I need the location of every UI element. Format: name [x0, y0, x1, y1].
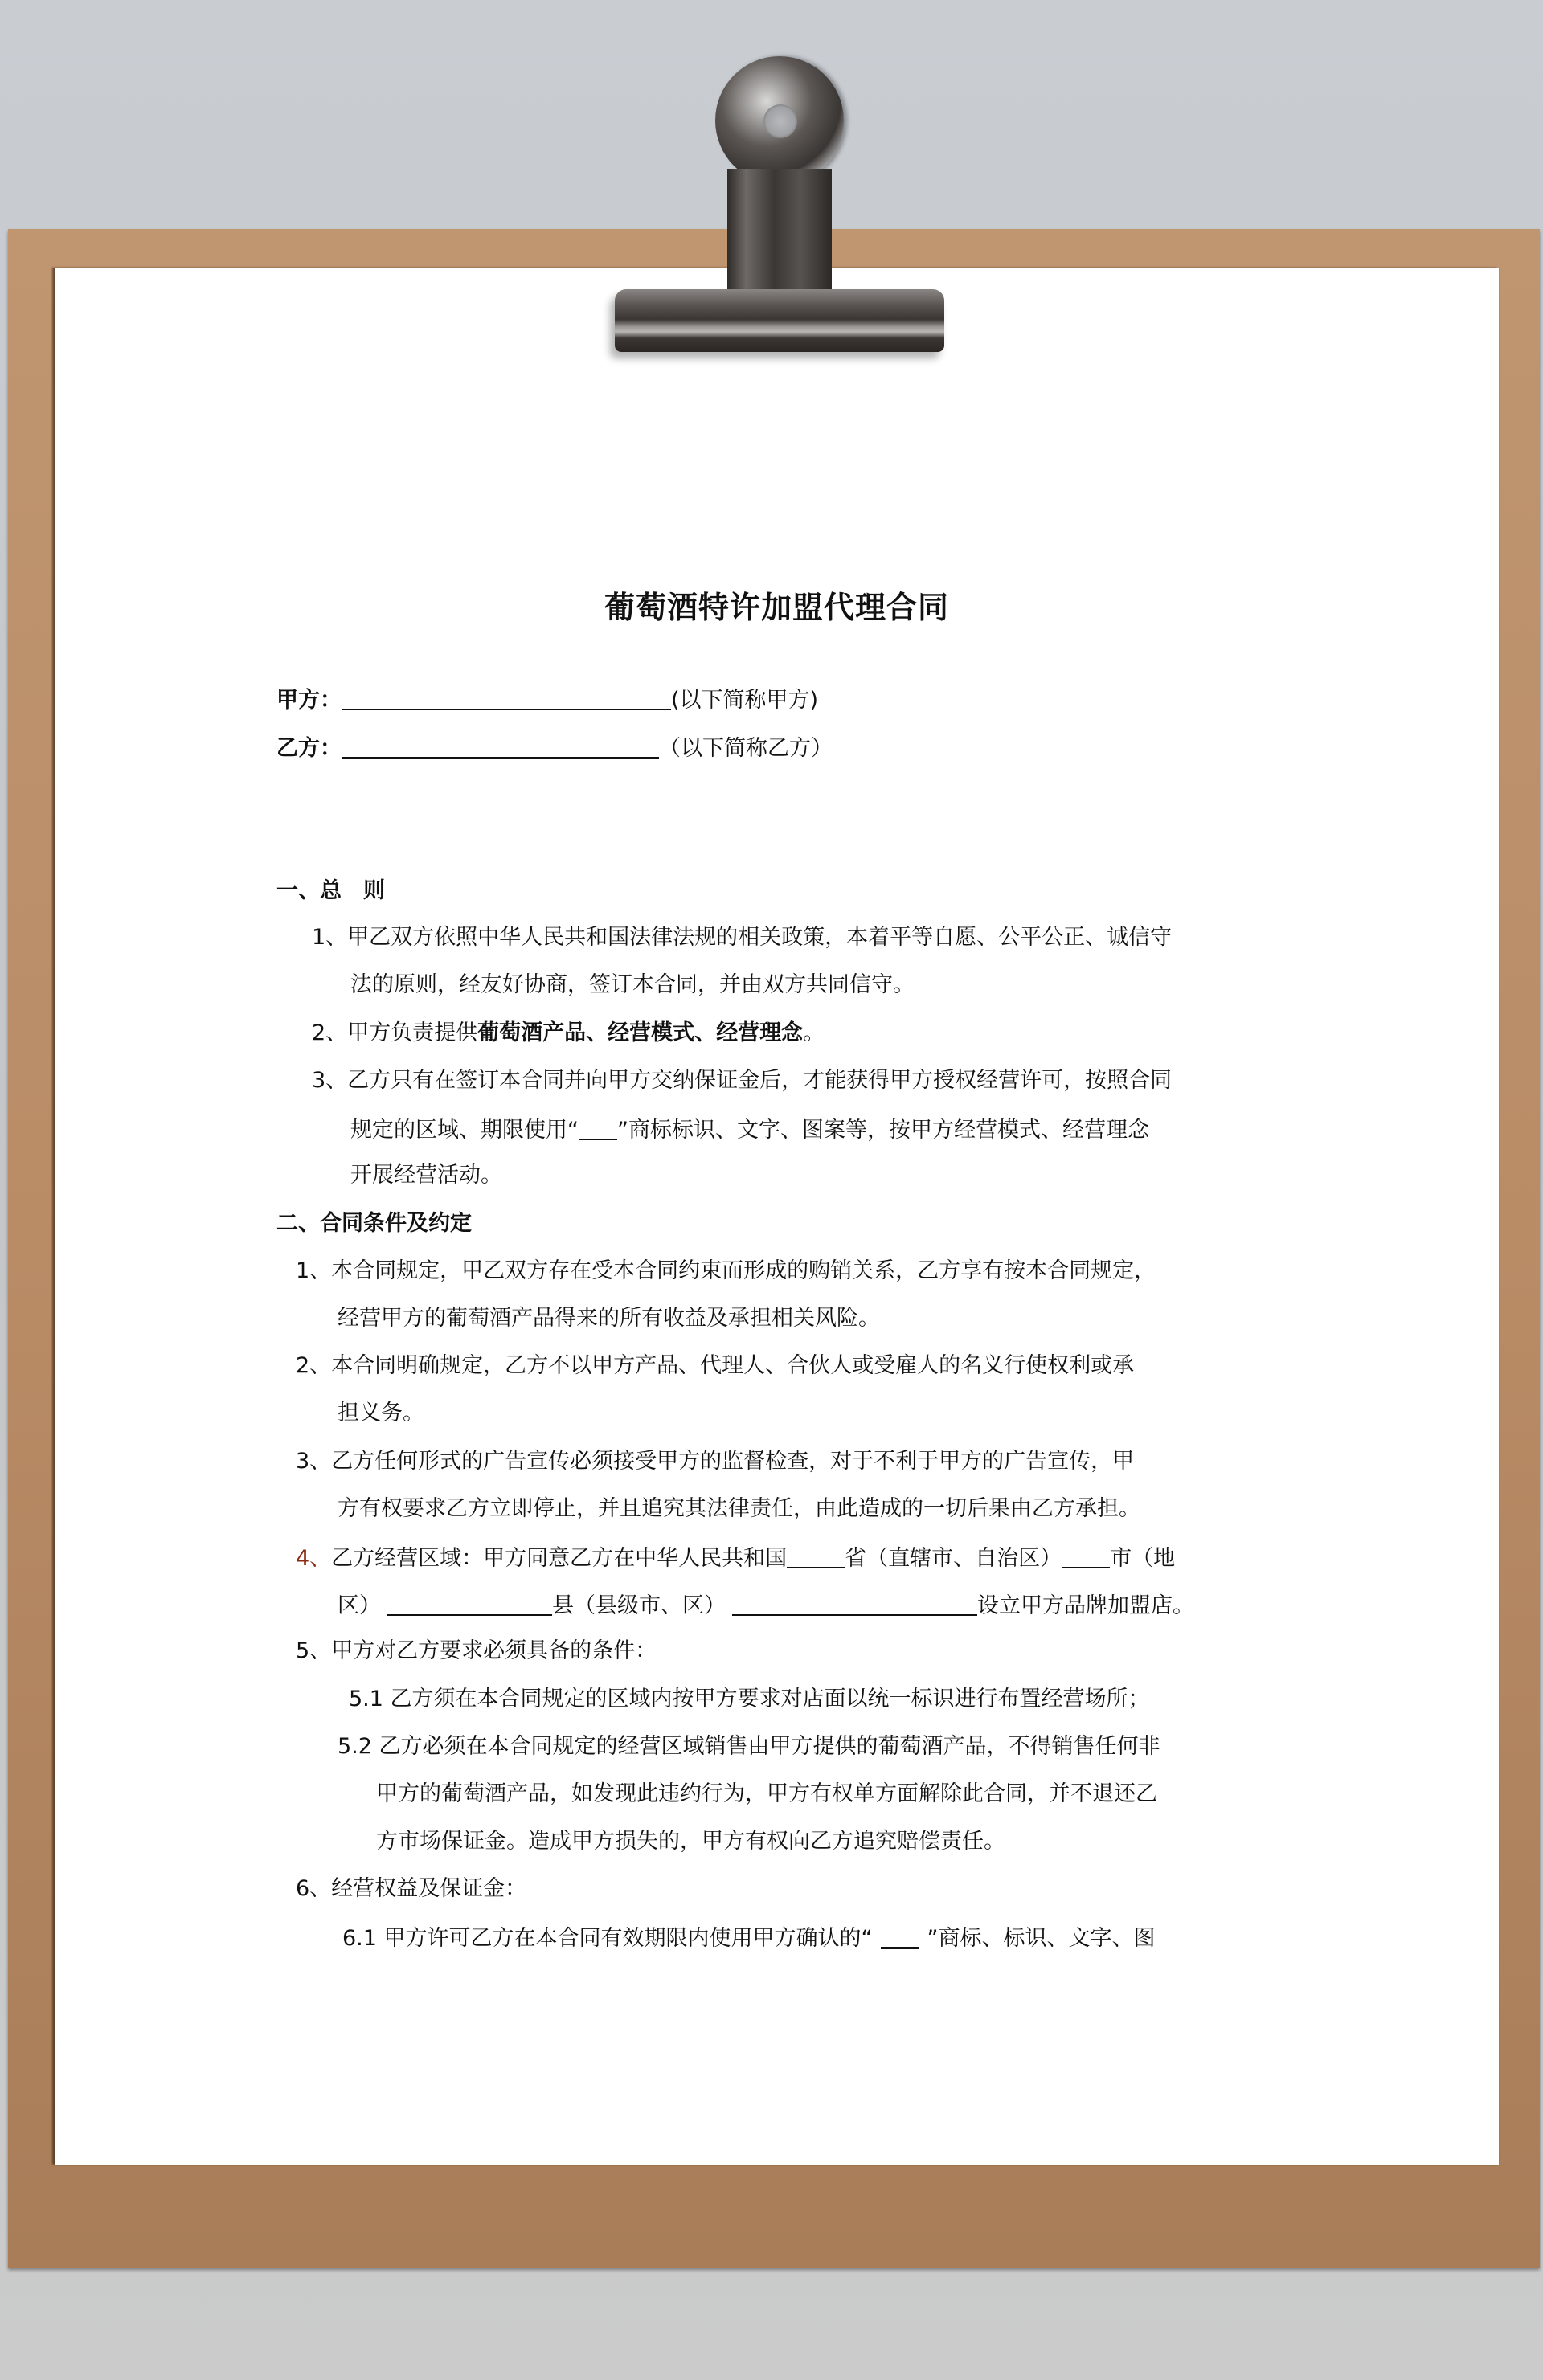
- party-b-blank[interactable]: [342, 735, 659, 759]
- s2-item5-sub1: 5.1 乙方须在本合同规定的区域内按甲方要求对店面以统一标识进行布置经营场所；: [349, 1687, 1150, 1711]
- s2-item6-sub1-before: 6.1 甲方许可乙方在本合同有效期限内使用甲方确认的“: [342, 1926, 873, 1951]
- party-a-note: (以下简称甲方): [671, 688, 819, 713]
- s2-item3-line1: [296, 1450, 1134, 1472]
- party-a-blank[interactable]: [342, 687, 671, 710]
- province-blank[interactable]: [787, 1545, 845, 1568]
- s1-item3-num: 3、: [312, 1068, 348, 1093]
- document-page: [55, 268, 1499, 2165]
- s1-item2-suffix: 。: [803, 1020, 825, 1045]
- party-a-label: 甲方：: [276, 688, 342, 713]
- s1-item1-line1: [312, 926, 1172, 948]
- s2-item2-num: 2、: [296, 1353, 332, 1378]
- s1-item2-bold: 葡萄酒产品、经营模式、经营理念: [477, 1020, 804, 1045]
- s2-item6-sub1: [342, 1925, 1156, 1949]
- s1-item3-text: 乙方只有在签订本合同并向甲方交纳保证金后，才能获得甲方授权经营许可，按照合同: [347, 1068, 1173, 1093]
- party-b-row: [276, 735, 833, 759]
- s2-item4-l2a: 区）: [338, 1593, 381, 1618]
- s2-item4-l1b: 省（直辖市、自治区）: [845, 1546, 1062, 1571]
- s1-item3-line2: [350, 1117, 1149, 1141]
- county-blank[interactable]: [387, 1593, 552, 1616]
- party-b-label: 乙方：: [276, 736, 342, 761]
- section1-heading: 一、总 则: [276, 878, 385, 903]
- s2-item3-text: 乙方任何形式的广告宣传必须接受甲方的监督检查，对于不利于甲方的广告宣传，甲: [331, 1449, 1135, 1474]
- store-location-blank[interactable]: [732, 1593, 977, 1616]
- s2-item5: [296, 1640, 657, 1662]
- section2-heading: 二、合同条件及约定: [276, 1211, 472, 1236]
- s2-item1-line1: [296, 1260, 1156, 1282]
- clip-ring: [715, 56, 844, 185]
- s1-item3-line1: [312, 1069, 1172, 1091]
- clip-neck: [727, 169, 832, 305]
- s2-item4-line2: [338, 1593, 1194, 1617]
- s2-item4-l2c: 设立甲方品牌加盟店。: [977, 1593, 1194, 1618]
- s1-item1-num: 1、: [312, 925, 348, 950]
- s2-item4-l2b: 县（县级市、区）: [552, 1593, 726, 1618]
- s2-item4-num: 4、: [296, 1546, 332, 1571]
- trademark-blank-2[interactable]: [881, 1925, 919, 1949]
- s2-item5-sub2-line3: 方市场保证金。造成甲方损失的，甲方有权向乙方追究赔偿责任。: [376, 1829, 1005, 1854]
- s2-item2-text: 本合同明确规定，乙方不以甲方产品、代理人、合伙人或受雇人的名义行使权利或承: [331, 1353, 1135, 1378]
- s2-item2-line1: [296, 1355, 1134, 1376]
- s2-item5-sub2-line2: 甲方的葡萄酒产品，如发现此违约行为，甲方有权单方面解除此合同，并不退还乙: [376, 1781, 1157, 1806]
- s1-item1-text: 甲乙双方依照中华人民共和国法律法规的相关政策，本着平等自愿、公平公正、诚信守: [347, 925, 1173, 950]
- s2-item6-text: 经营权益及保证金：: [331, 1876, 527, 1901]
- s2-item3-line2: 方有权要求乙方立即停止，并且追究其法律责任，由此造成的一切后果由乙方承担。: [338, 1496, 1140, 1521]
- s1-item3-line3: 开展经营活动。: [350, 1163, 502, 1188]
- binder-clip-icon: [611, 48, 948, 354]
- s2-item5-num: 5、: [296, 1638, 332, 1663]
- s1-item3-l2-before: 规定的区域、期限使用“: [350, 1118, 579, 1143]
- s2-item1-num: 1、: [296, 1258, 332, 1283]
- s1-item2: [312, 1022, 825, 1044]
- party-b-note: （以下简称乙方）: [659, 736, 833, 761]
- s1-item2-prefix: 甲方负责提供: [347, 1020, 478, 1045]
- clip-hole: [763, 104, 797, 138]
- s2-item2-line2: 担义务。: [338, 1401, 424, 1425]
- s2-item6-num: 6、: [296, 1876, 332, 1901]
- s2-item1-line2: 经营甲方的葡萄酒产品得来的所有收益及承担相关风险。: [338, 1306, 880, 1331]
- party-a-row: [276, 687, 818, 711]
- s1-item3-l2-after: ”商标标识、文字、图案等，按甲方经营模式、经营理念: [617, 1118, 1149, 1143]
- s2-item4-line1: [296, 1545, 1175, 1569]
- s1-item2-num: 2、: [312, 1020, 348, 1045]
- city-blank[interactable]: [1062, 1545, 1110, 1568]
- document-title: 葡萄酒特许加盟代理合同: [604, 590, 949, 625]
- s2-item4-l1a: 乙方经营区域：甲方同意乙方在中华人民共和国: [331, 1546, 788, 1571]
- s2-item6-sub1-after: ”商标、标识、文字、图: [927, 1926, 1156, 1951]
- s2-item6: [296, 1878, 526, 1900]
- clip-jaw: [615, 289, 944, 352]
- contract-document: [55, 268, 1499, 2165]
- s2-item3-num: 3、: [296, 1449, 332, 1474]
- s1-item1-line2: 法的原则，经友好协商，签订本合同，并由双方共同信守。: [350, 972, 915, 997]
- s2-item5-text: 甲方对乙方要求必须具备的条件：: [331, 1638, 657, 1663]
- s2-item5-sub2-line1: 5.2 乙方必须在本合同规定的经营区域销售由甲方提供的葡萄酒产品，不得销售任何非: [338, 1734, 1160, 1759]
- s2-item1-text: 本合同规定，甲乙双方存在受本合同约束而形成的购销关系，乙方享有按本合同规定，: [331, 1258, 1156, 1283]
- s2-item4-l1c: 市（地: [1110, 1546, 1176, 1571]
- trademark-blank[interactable]: [579, 1117, 617, 1140]
